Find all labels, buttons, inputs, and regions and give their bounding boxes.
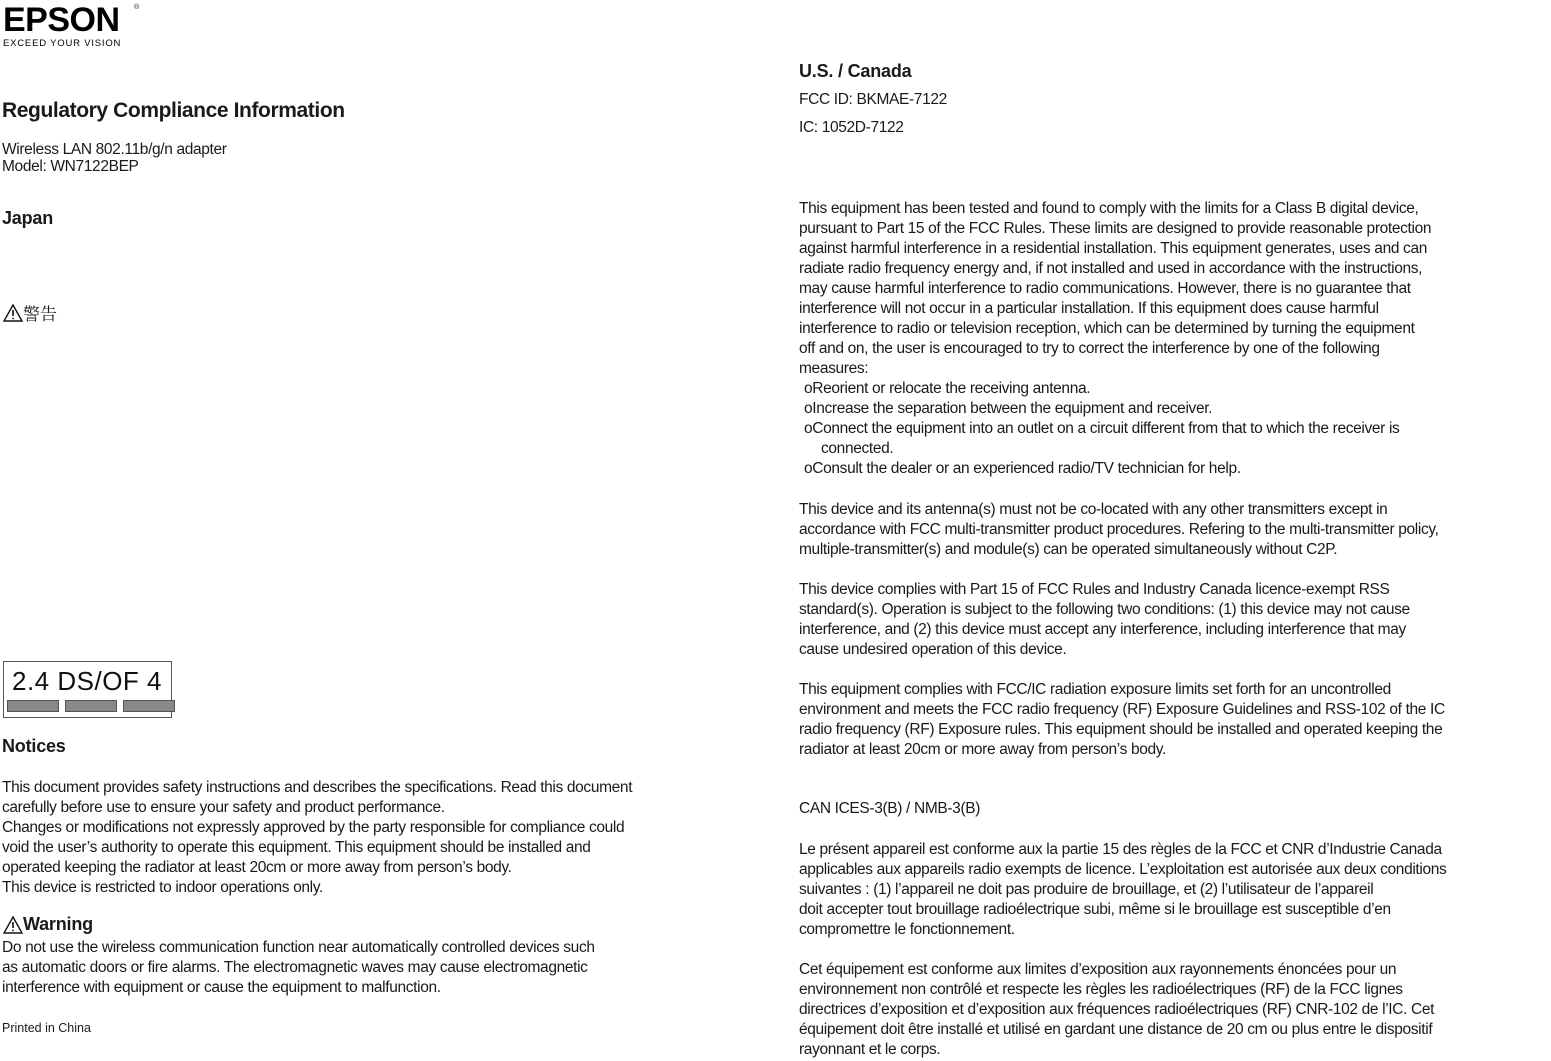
text-line: cause undesired operation of this device. xyxy=(799,641,1067,658)
rf-exposure-statement xyxy=(799,680,1445,760)
warning-triangle-icon xyxy=(3,304,23,322)
text-line: suivantes : (1) l’appareil ne doit pas produire de brouillage, et (2) l’utilisateur de l’appareil xyxy=(799,881,1374,898)
text-line: multiple-transmitter(s) and module(s) can be operated simultaneously without C2P. xyxy=(799,541,1338,558)
list-item-text: Increase the separation between the equipment and receiver. xyxy=(812,400,1213,417)
warning-heading-row xyxy=(3,914,93,935)
text-line: compromettre le fonctionnement. xyxy=(799,921,1015,938)
text-line: Le présent appareil est conforme aux la partie 15 des règles de la FCC et CNR d’Industrie Canada xyxy=(799,841,1442,858)
text-line: environment and meets the FCC radio frequency (RF) Exposure Guidelines and RSS-102 of the IC xyxy=(799,701,1445,718)
bullet-mark: o xyxy=(804,420,813,437)
list-item xyxy=(804,459,1431,479)
label-bar xyxy=(7,700,59,712)
text-line: standard(s). Operation is subject to the following two conditions: (1) this device may not cause xyxy=(799,601,1410,618)
text-line: may cause harmful interference to radio communications. However, there is no guarantee that xyxy=(799,280,1411,297)
french-rf-statement xyxy=(799,960,1434,1060)
page-title: Regulatory Compliance Information xyxy=(2,99,345,122)
japan-warning-label: 警告 xyxy=(23,305,57,325)
list-item-text: Connect the equipment into an outlet on a circuit different from that to which the receiver is xyxy=(812,420,1400,437)
product-model: Model: WN7122BEP xyxy=(2,158,139,175)
colocation-statement xyxy=(799,500,1439,560)
text-line: as automatic doors or fire alarms. The electromagnetic waves may cause electromagnetic xyxy=(2,959,588,976)
frequency-label-text: 2.4 DS/OF 4 xyxy=(12,666,162,696)
text-line: directrices d’exposition et d’exposition aux fréquences radioélectriques (RF) CNR-102 de l’IC. Cet xyxy=(799,1001,1435,1018)
us-canada-heading: U.S. / Canada xyxy=(799,61,912,81)
french-part15-statement xyxy=(799,840,1446,940)
text-line: équipement doit être installé et utilisé en gardant une distance de 20 cm ou plus entre le dispositif xyxy=(799,1021,1433,1038)
text-line: radiate radio frequency energy and, if not installed and used in accordance with the instructions, xyxy=(799,260,1423,277)
warning-heading: Warning xyxy=(23,914,93,934)
regulatory-label xyxy=(3,661,172,718)
text-line: interference, and (2) this device must accept any interference, including interference that may xyxy=(799,621,1406,638)
text-line: Changes or modifications not expressly approved by the party responsible for compliance could xyxy=(2,819,625,836)
product-info xyxy=(2,141,227,175)
text-line: This equipment has been tested and found to comply with the limits for a Class B digital device, xyxy=(799,200,1419,217)
label-bar xyxy=(65,700,117,712)
ic-number: IC: 1052D-7122 xyxy=(799,119,904,136)
logo-registered-mark: ® xyxy=(134,4,140,11)
text-line: void the user’s authority to operate this equipment. This equipment should be installed and xyxy=(2,839,591,856)
bullet-mark: o xyxy=(804,380,813,397)
text-line: applicables aux appareils radio exempts de licence. L’exploitation est autorisée aux deux conditions xyxy=(799,861,1447,878)
list-item xyxy=(804,419,1431,439)
text-line: radiator at least 20cm or more away from person’s body. xyxy=(799,741,1166,758)
text-line: off and on, the user is encouraged to try to correct the interference by one of the following xyxy=(799,340,1380,357)
label-bars xyxy=(7,700,175,712)
label-bar xyxy=(123,700,175,712)
logo-tagline: EXCEED YOUR VISION xyxy=(3,38,122,49)
list-item xyxy=(804,379,1431,399)
japan-heading: Japan xyxy=(2,208,54,228)
text-line: interference to radio or television reception, which can be determined by turning the equipment xyxy=(799,320,1415,337)
text-line: This device complies with Part 15 of FCC Rules and Industry Canada licence-exempt RSS xyxy=(799,581,1390,598)
warning-triangle-icon xyxy=(3,916,23,934)
text-line: This device is restricted to indoor operations only. xyxy=(2,879,323,896)
text-line: Do not use the wireless communication function near automatically controlled devices such xyxy=(2,939,595,956)
bullet-mark: o xyxy=(804,460,813,477)
fcc-statement xyxy=(799,199,1431,479)
fcc-id: FCC ID: BKMAE-7122 xyxy=(799,91,947,108)
part15-statement xyxy=(799,580,1410,660)
text-line: pursuant to Part 15 of the FCC Rules. These limits are designed to provide reasonable protection xyxy=(799,220,1432,237)
list-item-text: Reorient or relocate the receiving antenna. xyxy=(812,380,1091,397)
text-line: carefully before use to ensure your safety and product performance. xyxy=(2,799,445,816)
logo-wordmark: EPSON xyxy=(3,1,120,39)
text-line: against harmful interference in a residential installation. This equipment generates, uses and can xyxy=(799,240,1428,257)
product-description: Wireless LAN 802.11b/g/n adapter xyxy=(2,141,227,158)
text-line: environnement non contrôlé et respecte les règles les radioélectriques (RF) de la FCC lignes xyxy=(799,981,1403,998)
text-line: This document provides safety instructions and describes the specifications. Read this document xyxy=(2,779,633,796)
text-line: This equipment complies with FCC/IC radiation exposure limits set forth for an uncontrolled xyxy=(799,681,1391,698)
text-line: accordance with FCC multi-transmitter product procedures. Refering to the multi-transmitter policy, xyxy=(799,521,1439,538)
japan-warning xyxy=(3,300,57,325)
text-line: measures: xyxy=(799,360,869,377)
text-line: doit accepter tout brouillage radioélectrique subi, même si le brouillage est susceptible d’en xyxy=(799,901,1391,918)
can-ices-label: CAN ICES-3(B) / NMB-3(B) xyxy=(799,800,981,817)
text-line: rayonnant et le corps. xyxy=(799,1041,941,1058)
list-item-text: Consult the dealer or an experienced radio/TV technician for help. xyxy=(812,460,1241,477)
bullet-mark: o xyxy=(804,400,813,417)
warning-text xyxy=(2,938,595,998)
measures-list xyxy=(799,379,1431,479)
list-item-continuation: connected. xyxy=(821,440,894,457)
text-line: interference will not occur in a particular installation. If this equipment does cause harmful xyxy=(799,300,1379,317)
list-item xyxy=(804,399,1431,419)
notices-heading: Notices xyxy=(2,736,66,756)
text-line: radio frequency (RF) Exposure rules. This equipment should be installed and operated keeping the xyxy=(799,721,1443,738)
text-line: This device and its antenna(s) must not be co-located with any other transmitters except in xyxy=(799,501,1388,518)
notices-text xyxy=(2,778,632,898)
text-line: Cet équipement est conforme aux limites d’exposition aux rayonnements énoncées pour un xyxy=(799,961,1397,978)
text-line: interference with equipment or cause the equipment to malfunction. xyxy=(2,979,441,996)
epson-logo xyxy=(3,1,140,49)
text-line: operated keeping the radiator at least 20cm or more away from person’s body. xyxy=(2,859,512,876)
printed-in: Printed in China xyxy=(2,1021,91,1035)
